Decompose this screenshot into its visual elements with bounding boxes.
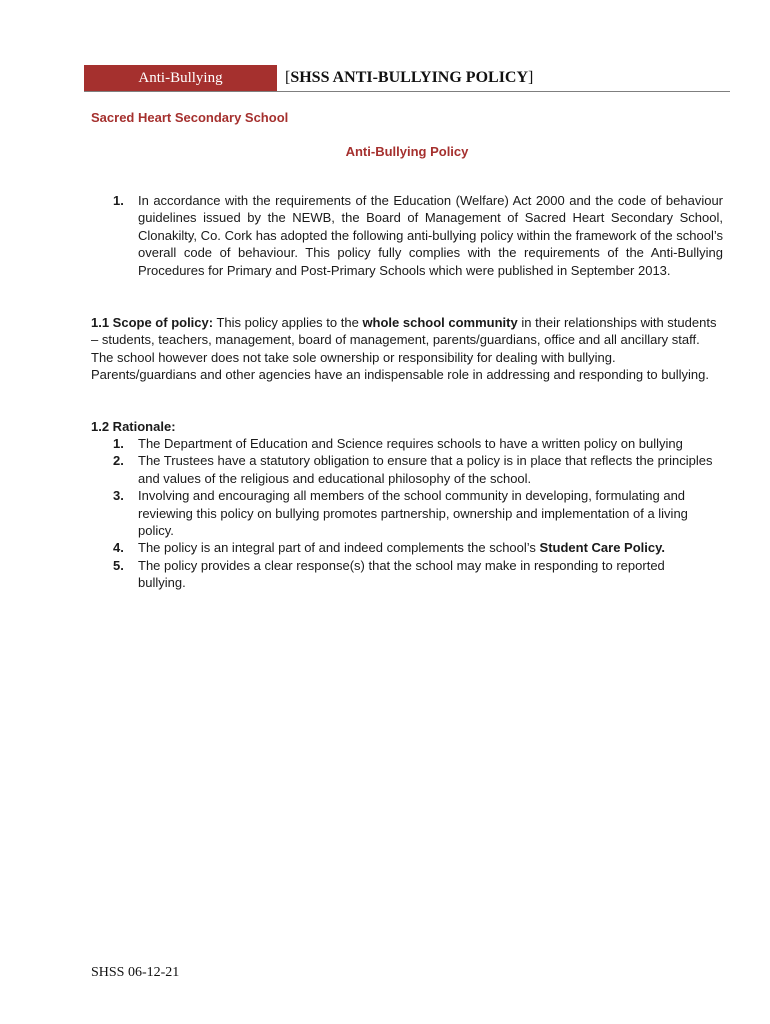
rationale-list [113,435,713,592]
intro-list [113,192,723,279]
page-footer: SHSS 06-12-21 [91,965,180,980]
intro-number: 1. [113,193,124,208]
list-item-text: The policy provides a clear response(s) that the school may make in responding to reported bullying. [138,557,665,591]
list-item [113,435,713,452]
list-item-number: 1. [113,436,124,451]
list-item-number: 2. [113,453,124,469]
scope-label: 1.1 Scope of policy: [91,315,214,330]
header-title-open: [ [285,69,291,86]
list-item-number: 4. [113,540,124,556]
school-name: Sacred Heart Secondary School [91,110,289,125]
intro-item [113,192,723,279]
page-header [84,65,730,92]
scope-text-after: in their relationships with students – students, teachers, management, board of management, parents/guardians, office and all ancillary staff. The school however does not take sole ownership or responsibility for dealing with bullying. Parents/guardians and other agencies have an indispensable role in addressing and responding to bullying. [91,315,717,383]
header-title [285,65,533,91]
list-item-emphasis: Student Care Policy. [539,540,666,556]
list-item-text: The Department of Education and Science requires schools to have a written policy on bullying [138,436,683,451]
list-item-text: The policy is an integral part of and indeed complements the school’s [138,540,540,556]
document-title: Anti-Bullying Policy [345,144,469,159]
intro-text: In accordance with the requirements of the Education (Welfare) Act 2000 and the code of behaviour guidelines issued by the NEWB, the Board of Management of Sacred Heart Secondary School, Clonakilty, Co. Cork has adopted the following anti-bullying policy within the framework of the school’s overall code of behaviour. This policy fully complies with the requirements of the Anti-Bullying Procedures for Primary and Post-Primary Schools which were published in September 2013. [138,193,723,278]
header-title-text: SHSS ANTI-BULLYING POLICY [290,69,529,86]
list-item-number: 5. [113,557,124,573]
scope-text-before: This policy applies to the [213,315,363,330]
header-tab: Anti-Bullying [84,65,277,91]
list-item-number: 3. [113,488,124,504]
scope-emphasis: whole school community [362,315,518,330]
rationale-heading: 1.2 Rationale: [91,419,176,434]
list-item-text: Involving and encouraging all members of the school community in developing, formulating and reviewing this policy on bullying promotes partnership, ownership and implementation of a living policy. [138,488,688,539]
list-item [113,452,713,487]
scope-paragraph [91,314,723,384]
list-item [113,487,713,539]
list-item [113,557,713,592]
list-item [113,539,713,556]
list-item-text: The Trustees have a statutory obligation to ensure that a policy is in place that reflects the principles and values of the religious and educational philosophy of the school. [138,453,713,486]
header-title-close: ] [528,69,534,86]
